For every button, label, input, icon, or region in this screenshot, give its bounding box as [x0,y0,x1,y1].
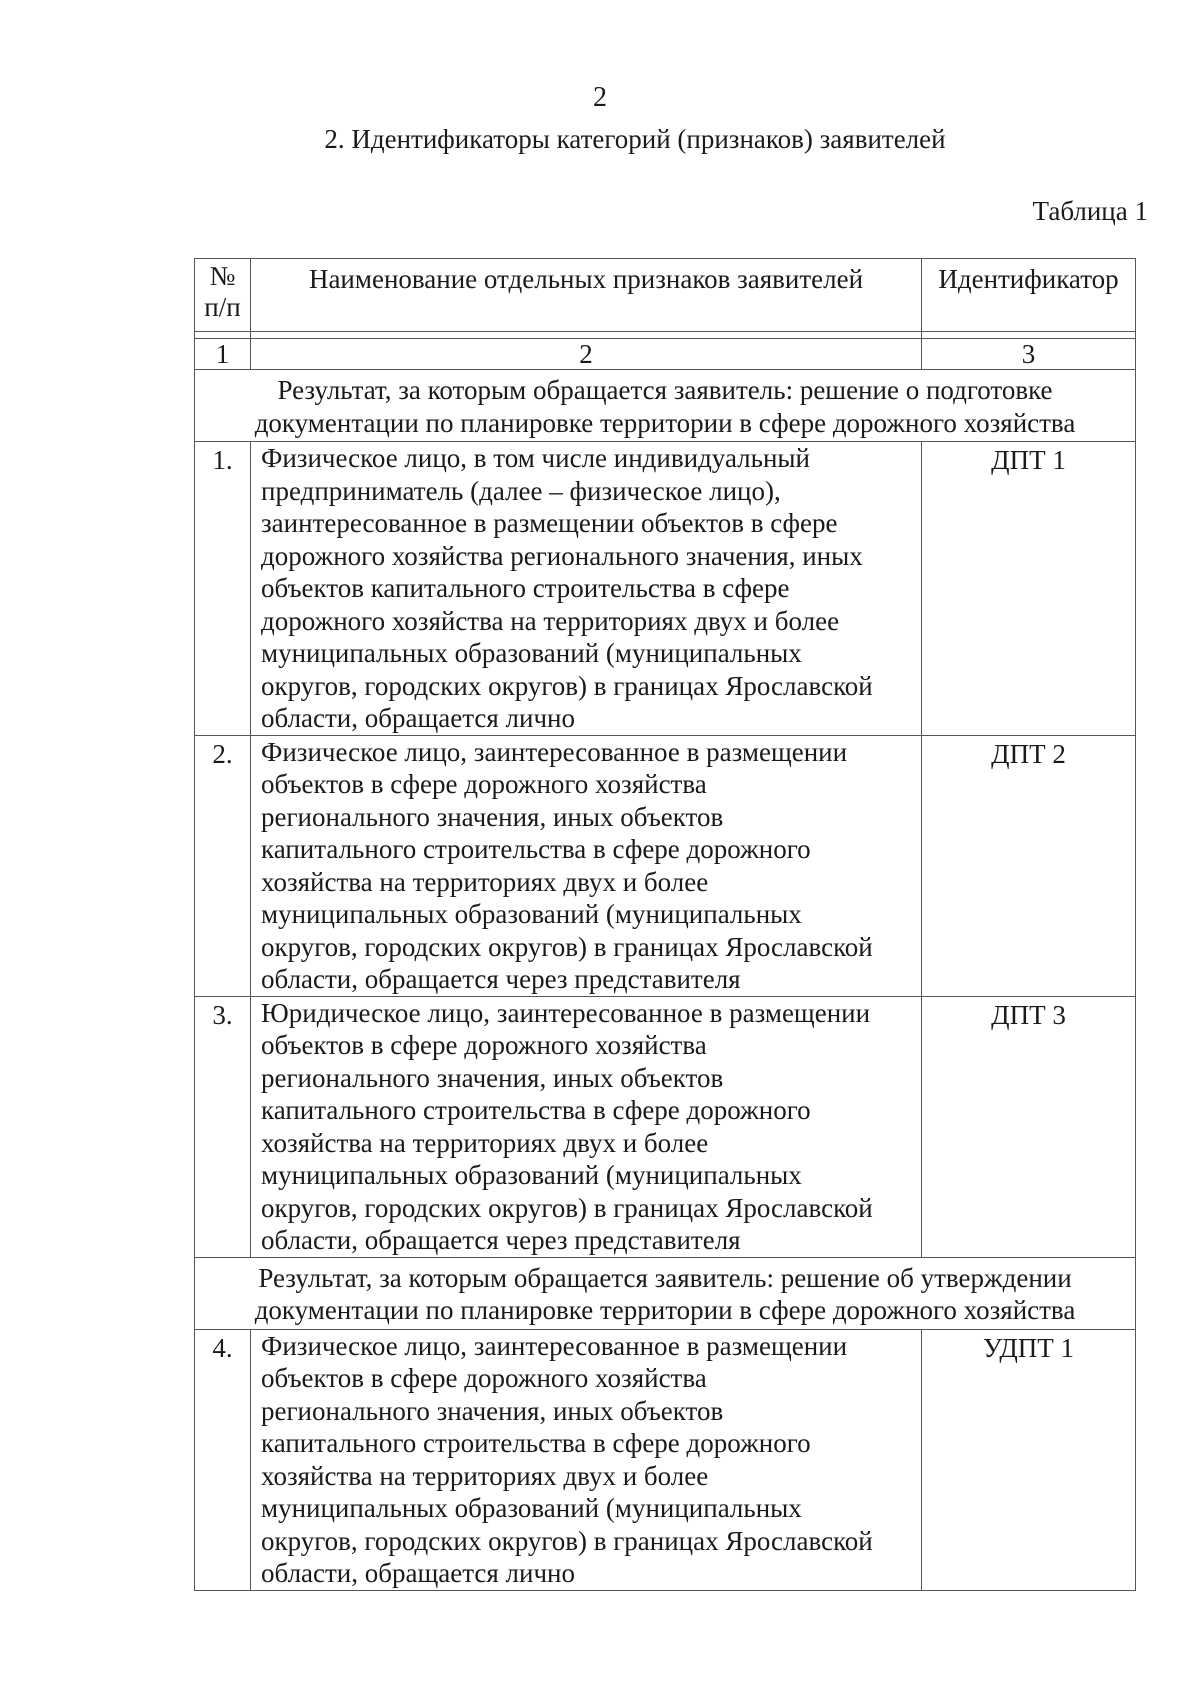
table-row [195,1329,1136,1590]
description-line: объектов капитального строительства в сфере [261,573,790,603]
section-title [195,370,1136,442]
description-line: заинтересованное в размещении объектов в сфере [261,508,838,538]
description-line: объектов в сфере дорожного хозяйства [261,769,707,799]
description-line: области, обращается лично [261,1558,575,1588]
header-identifier-cell: Идентификатор [922,259,1136,332]
row-identifier: ДПТ 1 [922,442,1136,736]
description-line: области, обращается через представителя [261,964,741,994]
column-number-2: 2 [251,339,922,370]
row-identifier: ДПТ 2 [922,735,1136,996]
description-line: предприниматель (далее – физическое лицо), [261,475,781,506]
description-line: капитального строительства в сфере дорожного [261,1428,811,1458]
section-title-line: документации по планировке территории в сфере дорожного хозяйства [254,1295,1076,1325]
section-title-line: документации по планировке территории в сфере дорожного хозяйства [254,407,1076,438]
header-num-abbr: п/п [204,292,241,322]
header-num-cell [195,259,251,332]
table-header-row [195,259,1136,332]
row-number: 1. [195,442,251,736]
section-title-line: Результат, за которым обращается заявитель: решение об утверждении [258,1262,1072,1293]
description-line: Физическое лицо, в том числе индивидуальный [261,443,810,473]
description-line: капитального строительства в сфере дорожного [261,834,811,864]
description-line: Физическое лицо, заинтересованное в размещении [261,736,848,767]
description-line: хозяйства на территориях двух и более [261,866,709,897]
description-line: муниципальных образований (муниципальных [261,899,802,929]
description-line: муниципальных образований (муниципальных [261,1160,802,1190]
description-line: капитального строительства в сфере дорожного [261,1095,811,1125]
description-line: хозяйства на территориях двух и более [261,1460,709,1491]
table-row [195,996,1136,1257]
row-number: 4. [195,1329,251,1590]
table-row [195,735,1136,996]
row-identifier: УДПТ 1 [922,1329,1136,1590]
section-header-row [195,1257,1136,1329]
applicant-identifiers-table [194,258,1136,1591]
description-line: регионального значения, иных объектов [261,1395,724,1426]
description-line: регионального значения, иных объектов [261,801,724,832]
description-line: муниципальных образований (муниципальных [261,638,802,668]
description-line: округов, городских округов) в границах Ярославской [261,1525,873,1556]
description-line: хозяйства на территориях двух и более [261,1127,709,1158]
description-line: муниципальных образований (муниципальных [261,1493,802,1523]
description-line: регионального значения, иных объектов [261,1062,724,1093]
row-number: 2. [195,735,251,996]
description-line: объектов в сфере дорожного хозяйства [261,1363,707,1393]
row-description [251,1329,922,1590]
column-numbers-row [195,339,1136,370]
description-line: объектов в сфере дорожного хозяйства [261,1030,707,1060]
column-number-3: 3 [922,339,1136,370]
section-title [195,1257,1136,1329]
description-line: дорожного хозяйства на территориях двух и более [261,605,840,636]
header-spacer-row [195,332,1136,339]
row-description [251,442,922,736]
description-line: Физическое лицо, заинтересованное в размещении [261,1330,848,1361]
row-number: 3. [195,996,251,1257]
document-title: 2. Идентификаторы категорий (признаков) заявителей [324,124,946,154]
header-num-symbol: № [209,261,236,291]
description-line: области, обращается лично [261,703,575,733]
section-header-row [195,370,1136,442]
section-title-line: Результат, за которым обращается заявитель: решение о подготовке [277,375,1053,405]
description-line: дорожного хозяйства регионального значения, иных [261,540,863,571]
table-row [195,442,1136,736]
row-identifier: ДПТ 3 [922,996,1136,1257]
description-line: Юридическое лицо, заинтересованное в размещении [261,997,871,1028]
description-line: округов, городских округов) в границах Ярославской [261,1192,873,1223]
row-description [251,996,922,1257]
row-description [251,735,922,996]
column-number-1: 1 [195,339,251,370]
description-line: области, обращается через представителя [261,1225,741,1255]
table-caption: Таблица 1 [1032,196,1148,226]
page-number: 2 [593,82,607,113]
description-line: округов, городских округов) в границах Ярославской [261,670,873,701]
header-name-cell: Наименование отдельных признаков заявителей [251,259,922,332]
description-line: округов, городских округов) в границах Ярославской [261,931,873,962]
